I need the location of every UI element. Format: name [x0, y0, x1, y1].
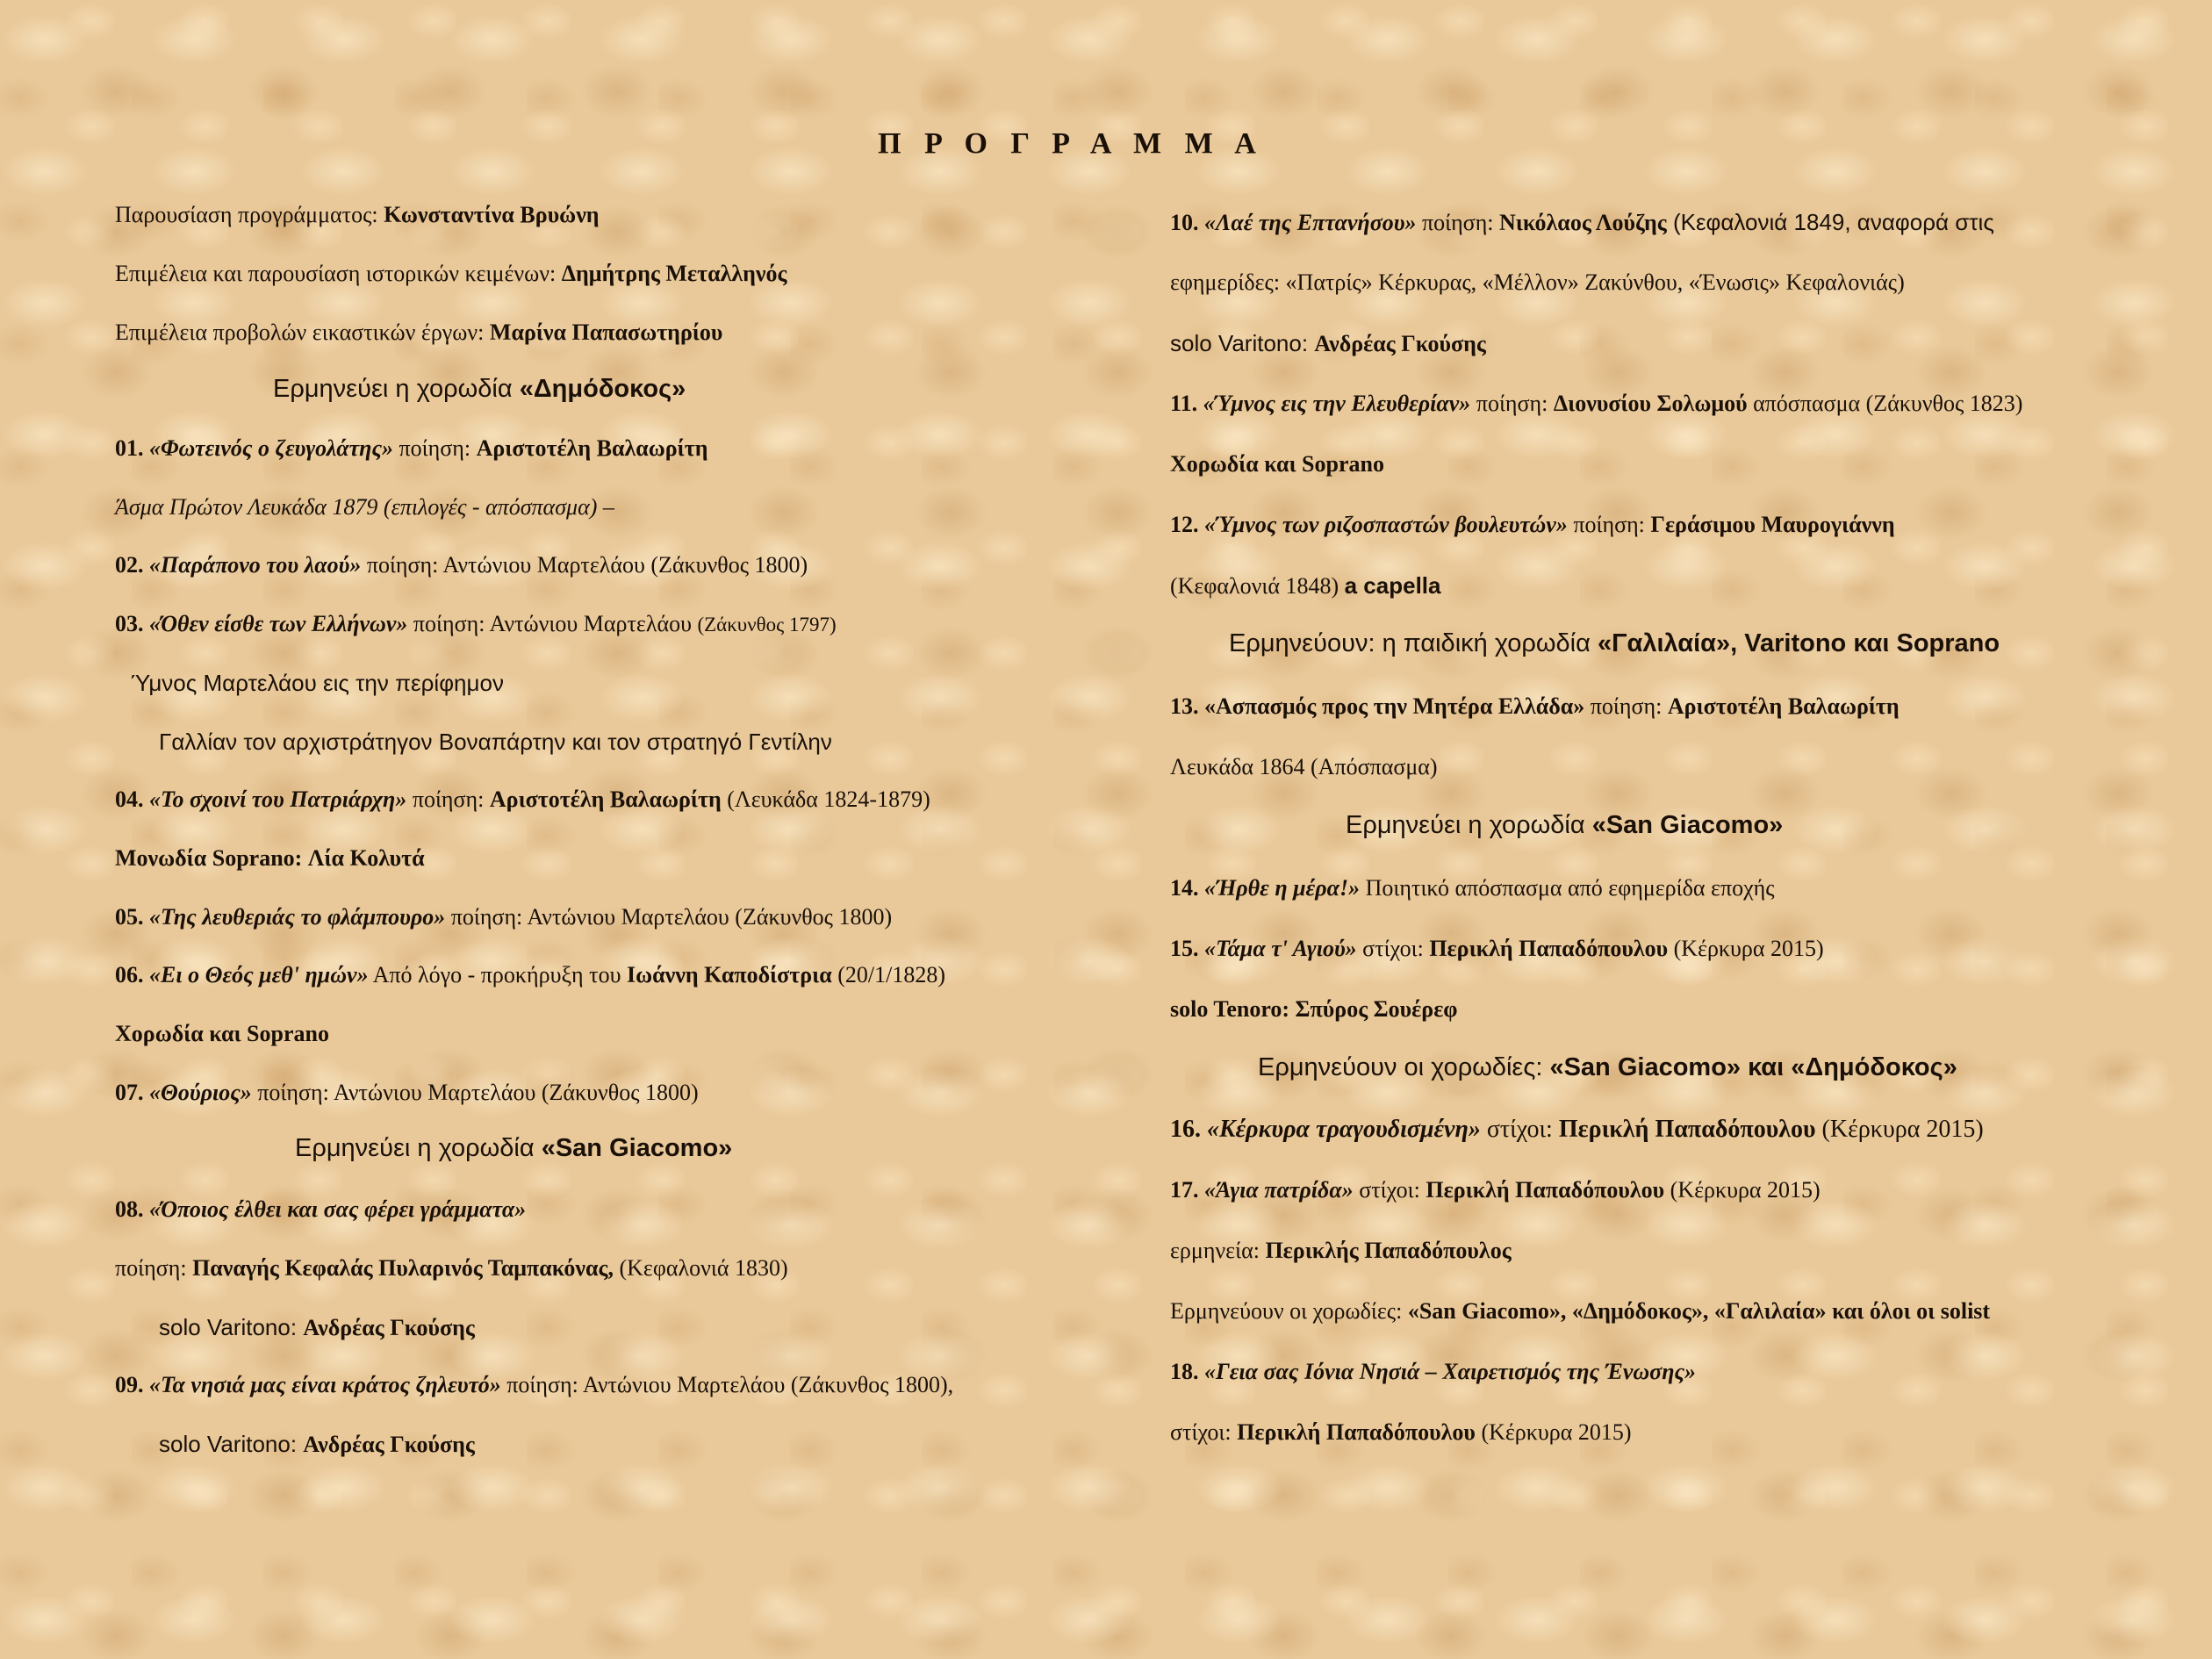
author: Γεράσιμου Μαυρογιάννη	[1650, 512, 1895, 537]
label: Επιμέλεια προβολών εικαστικών έργων:	[115, 320, 490, 345]
program-item-02	[115, 550, 808, 580]
label: Ερμηνεύουν οι χορωδίες:	[1170, 1298, 1408, 1324]
program-item-04	[115, 785, 930, 815]
program-item-09-soloist	[159, 1429, 475, 1460]
program-item-04-soloist	[115, 844, 425, 873]
note: Γαλλίαν τον αρχιστράτηγον Βοναπάρτην και τον στρατηγό Γεντίλην	[159, 729, 832, 755]
program-item-10-note	[1170, 268, 1905, 298]
performers: Χορωδία και Soprano	[1170, 451, 1384, 477]
page-title: Π Ρ Ο Γ Ρ Α Μ Μ Α	[878, 127, 1264, 160]
song-title: «Ύμνος εις την Ελευθερίαν»	[1203, 391, 1471, 416]
details: ποίηση: Αντώνιου Μαρτελάου	[407, 611, 698, 636]
song-title: «Ύμνος των ριζοσπαστών βουλευτών»	[1204, 512, 1568, 537]
program-item-03-note-2	[159, 727, 832, 757]
song-title: «Ει ο Θεός μεθ' ημών»	[149, 962, 369, 988]
song-title: «Της λευθεριάς το φλάμπουρο»	[149, 904, 446, 930]
program-item-10	[1170, 207, 1994, 238]
place-date: (Ζάκυνθος 1797)	[697, 614, 837, 636]
label: στίχοι:	[1170, 1419, 1238, 1445]
program-item-11	[1170, 389, 2022, 419]
item-number: 17.	[1170, 1177, 1204, 1203]
soloist: Ανδρέας Γκούσης	[303, 1315, 475, 1340]
program-item-06	[115, 960, 945, 990]
program-item-15-soloist	[1170, 995, 1458, 1024]
label: Ερμηνεύει η χορωδία	[295, 1134, 542, 1162]
performers: «Γαλιλαία», Varitono και Soprano	[1597, 629, 2000, 657]
label: ποίηση:	[393, 435, 477, 461]
note: Λευκάδα 1864 (Απόσπασμα)	[1170, 754, 1438, 779]
presenter-line	[115, 200, 600, 230]
program-item-08	[115, 1195, 526, 1224]
program-item-07	[115, 1078, 699, 1108]
item-number: 07.	[115, 1080, 149, 1105]
item-number: 02.	[115, 552, 149, 578]
label: Ερμηνεύει η χορωδία	[1346, 811, 1592, 839]
song-title: «Κέρκυρα τραγουδισμένη»	[1207, 1116, 1481, 1143]
song-title: «Λαέ της Επτανήσου»	[1204, 210, 1417, 235]
item-number: 14.	[1170, 875, 1204, 901]
item-number: 10.	[1170, 210, 1204, 235]
history-texts-line	[115, 259, 786, 289]
program-item-10-soloist	[1170, 328, 1486, 359]
label: Ερμηνεύουν: η παιδική χορωδία	[1229, 629, 1598, 657]
soloist: Μονωδία Soprano: Λία Κολυτά	[115, 845, 425, 871]
song-title: «Το σχοινί του Πατριάρχη»	[149, 786, 407, 812]
label: στίχοι:	[1480, 1116, 1559, 1143]
author: Διονυσίου Σολωμού	[1553, 391, 1748, 416]
soloist: Ανδρέας Γκούσης	[1314, 331, 1486, 356]
author: Αριστοτέλη Βαλαωρίτη	[489, 786, 722, 812]
author: Περικλή Παπαδόπουλου	[1429, 936, 1669, 961]
choir-name: «San Giacomo»	[541, 1134, 733, 1162]
song-title: «Τάμα τ' Αγιού»	[1204, 936, 1357, 961]
program-item-15	[1170, 934, 1824, 964]
song-title: «Τα νησιά μας είναι κράτος ζηλευτό»	[149, 1372, 501, 1397]
details: Ποιητικό απόσπασμα από εφημερίδα εποχής	[1360, 875, 1775, 901]
program-item-18-author	[1170, 1418, 1632, 1447]
program-item-03-note-1	[131, 668, 504, 698]
author: Περικλή Παπαδόπουλου	[1558, 1116, 1816, 1143]
date: (20/1/1828)	[831, 962, 946, 988]
program-item-03	[115, 609, 837, 640]
program-item-08-soloist	[159, 1312, 475, 1343]
item-number: 06.	[115, 962, 149, 988]
label: ερμηνεία:	[1170, 1238, 1266, 1263]
performers: «San Giacomo», «Δημόδοκος», «Γαλιλαία» και όλοι οι solist	[1407, 1298, 1991, 1324]
program-item-14	[1170, 873, 1775, 903]
label: Παρουσίαση προγράμματος:	[115, 202, 384, 227]
song-title: «Φωτεινός ο ζευγολάτης»	[149, 435, 394, 461]
item-number: 16.	[1170, 1116, 1207, 1143]
place-date: (Κέρκυρα 2015)	[1815, 1116, 1984, 1143]
label: ποίηση:	[1470, 391, 1554, 416]
author: Αριστοτέλη Βαλαωρίτη	[1667, 693, 1900, 719]
section-header-san-giacomo	[295, 1133, 732, 1163]
name: Μαρίνα Παπασωτηρίου	[489, 320, 723, 345]
details: ποίηση: Αντώνιου Μαρτελάου (Ζάκυνθος 1800)	[445, 904, 893, 930]
label: στίχοι:	[1353, 1177, 1426, 1203]
program-item-17-choirs	[1170, 1296, 1990, 1326]
song-title: «Γεια σας Ιόνια Νησιά – Χαιρετισμός της Ένωσης»	[1204, 1359, 1697, 1384]
item-number: 04.	[115, 786, 149, 812]
choir-name: «San Giacomo»	[1591, 811, 1784, 839]
name: Δημήτρης Μεταλληνός	[561, 261, 787, 286]
label: ποίηση:	[1567, 512, 1651, 537]
song-title: «Όποιος έλθει και σας φέρει γράμματα»	[149, 1196, 527, 1222]
item-number: 12.	[1170, 512, 1204, 537]
soloist: solo Tenoro: Σπύρος Σουέρεφ	[1170, 996, 1458, 1022]
item-number: 03.	[115, 611, 149, 636]
program-item-06-performers	[115, 1019, 329, 1049]
label: Από λόγο - προκήρυξη του	[368, 962, 627, 988]
author: Αριστοτέλη Βαλαωρίτη	[476, 435, 708, 461]
program-item-09	[115, 1370, 953, 1400]
place-date: (Κέρκυρα 2015)	[1664, 1177, 1821, 1203]
name: Κωνσταντίνα Βρυώνη	[384, 202, 600, 227]
section-header-dimodokos	[273, 374, 686, 404]
program-item-08-author	[115, 1253, 788, 1283]
program-item-11-performers	[1170, 449, 1384, 479]
section-header-san-giacomo-2	[1346, 810, 1783, 840]
details: ποίηση: Αντώνιου Μαρτελάου (Ζάκυνθος 1800)	[251, 1080, 699, 1105]
label: ποίηση:	[115, 1255, 193, 1281]
label: solo Varitono:	[159, 1314, 304, 1340]
author: Περικλή Παπαδόπουλου	[1237, 1419, 1476, 1445]
program-item-05	[115, 902, 892, 932]
note: Άσμα Πρώτον Λευκάδα 1879 (επιλογές - απόσπασμα) –	[115, 494, 614, 520]
song-title: «Ασπασμός προς την Μητέρα Ελλάδα»	[1204, 693, 1585, 719]
label: Ερμηνεύει η χορωδία	[273, 375, 520, 403]
place-date: (Κεφαλονιά 1849, αναφορά στις	[1666, 209, 1994, 235]
item-number: 08.	[115, 1196, 149, 1222]
program-item-17	[1170, 1175, 1821, 1205]
program-item-16	[1170, 1115, 1984, 1145]
author: Νικόλαος Λούζης	[1499, 210, 1667, 235]
item-number: 13.	[1170, 693, 1204, 719]
place-date: (Κεφαλονιά 1848)	[1170, 573, 1345, 599]
song-title: «Θούριος»	[149, 1080, 252, 1105]
place-date: (Κεφαλονιά 1830)	[614, 1255, 788, 1281]
item-number: 09.	[115, 1372, 149, 1397]
place-date: (Κέρκυρα 2015)	[1668, 936, 1824, 961]
details: ποίηση: Αντώνιου Μαρτελάου (Ζάκυνθος 1800),	[500, 1372, 954, 1397]
song-title: «Άγια πατρίδα»	[1204, 1177, 1354, 1203]
label: solo Varitono:	[1170, 330, 1315, 356]
item-number: 18.	[1170, 1359, 1204, 1384]
label: ποίηση:	[1416, 210, 1500, 235]
label: ποίηση:	[406, 786, 490, 812]
details: ποίηση: Αντώνιου Μαρτελάου (Ζάκυνθος 1800)	[361, 552, 808, 578]
program-item-13	[1170, 692, 1900, 722]
place-date: (Κέρκυρα 2015)	[1475, 1419, 1632, 1445]
author: Παναγής Κεφαλάς Πυλαρινός Ταμπακόνας,	[192, 1255, 614, 1281]
program-item-18	[1170, 1357, 1696, 1387]
item-number: 01.	[115, 435, 149, 461]
program-item-12-note	[1170, 571, 1440, 601]
label: solo Varitono:	[159, 1431, 304, 1457]
label: Επιμέλεια και παρουσίαση ιστορικών κειμένων:	[115, 261, 562, 286]
label: ποίηση:	[1584, 693, 1668, 719]
song-title: «Ήρθε η μέρα!»	[1204, 875, 1361, 901]
song-title: «Όθεν είσθε των Ελλήνων»	[149, 611, 408, 636]
program-item-13-note	[1170, 752, 1438, 782]
item-number: 05.	[115, 904, 149, 930]
label: στίχοι:	[1356, 936, 1430, 961]
note: εφημερίδες: «Πατρίς» Κέρκυρας, «Μέλλον» Ζακύνθου, «Ένωσις» Κεφαλονιάς)	[1170, 269, 1905, 295]
place-date: απόσπασμα (Ζάκυνθος 1823)	[1747, 391, 2023, 416]
program-item-12	[1170, 510, 1895, 540]
place-date: (Λευκάδα 1824-1879)	[721, 786, 930, 812]
projections-line	[115, 318, 722, 348]
item-number: 15.	[1170, 936, 1204, 961]
performers: Χορωδία και Soprano	[115, 1021, 329, 1046]
program-item-01	[115, 434, 707, 463]
section-header-galilaia	[1229, 628, 2000, 658]
style: a capella	[1344, 572, 1441, 599]
item-number: 11.	[1170, 391, 1203, 416]
section-header-combined	[1258, 1052, 1957, 1082]
soloist: Ανδρέας Γκούσης	[303, 1432, 475, 1457]
performer: Περικλής Παπαδόπουλος	[1265, 1238, 1512, 1263]
label: Ερμηνεύουν οι χορωδίες:	[1258, 1053, 1550, 1081]
choir-name: «Δημόδοκος»	[519, 375, 686, 403]
program-item-01-note	[115, 492, 614, 522]
choir-names: «San Giacomo» και «Δημόδοκος»	[1549, 1053, 1957, 1081]
song-title: «Παράπονο του λαού»	[149, 552, 362, 578]
note: Ύμνος Μαρτελάου εις την περίφημον	[131, 670, 504, 696]
author: Ιωάννη Καποδίστρια	[626, 962, 832, 988]
author: Περικλή Παπαδόπουλου	[1426, 1177, 1665, 1203]
program-item-17-performer	[1170, 1236, 1512, 1266]
